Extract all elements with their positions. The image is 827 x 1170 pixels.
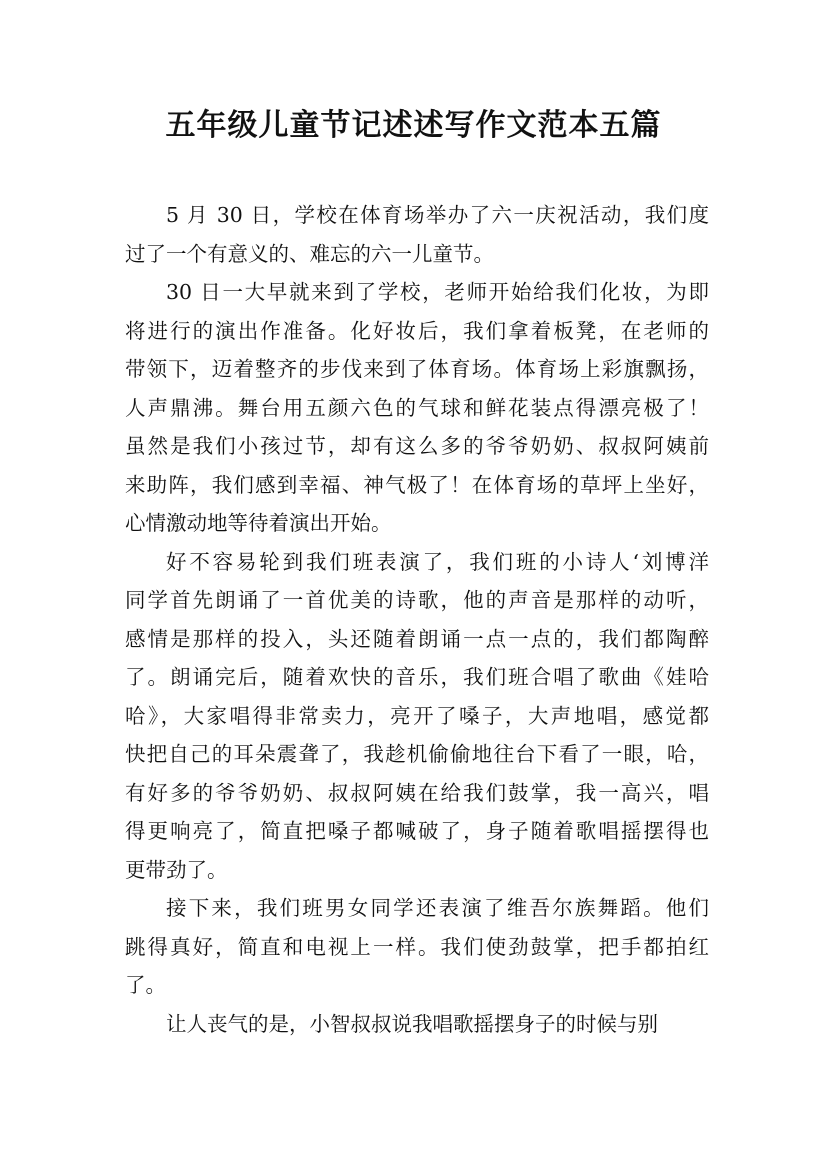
text-line: 跳得真好，简直和电视上一样。我们使劲鼓掌，把手都拍红 (125, 934, 709, 959)
text-line: 30 日一大早就来到了学校，老师开始给我们化妆，为即 (166, 280, 709, 304)
text-line: 将进行的演出作准备。化好妆后，我们拿着板凳，在老师的 (125, 318, 709, 343)
text-line: 5 月 30 日，学校在体育场举办了六一庆祝活动，我们度 (166, 203, 709, 227)
text-line: 快把自己的耳朵震聋了，我趁机偷偷地往台下看了一眼，哈， (125, 742, 709, 766)
text-line: 更带劲了。 (125, 857, 228, 882)
text-line: 让人丧气的是，小智叔叔说我唱歌摇摆身子的时候与别 (166, 1011, 658, 1036)
text-line: 带领下，迈着整齐的步伐来到了体育场。体育场上彩旗飘扬， (125, 357, 709, 381)
paragraph-3 (125, 543, 709, 890)
text-line: 过了一个有意义的、难忘的六一儿童节。 (125, 241, 494, 266)
text-line: 同学首先朗诵了一首优美的诗歌，他的声音是那样的动听， (125, 588, 709, 612)
text-line: 接下来，我们班男女同学还表演了维吾尔族舞蹈。他们 (166, 896, 709, 920)
text-line: 感情是那样的投入，头还随着朗诵一点一点的，我们都陶醉 (125, 626, 709, 651)
document-title: 五年级儿童节记述述写作文范本五篇 (165, 108, 662, 143)
text-line: 了。 (125, 973, 166, 997)
text-line: 好不容易轮到我们班表演了，我们班的小诗人‘刘博洋 (166, 549, 709, 574)
paragraph-2 (125, 273, 709, 543)
text-line: 来助阵，我们感到幸福、神气极了！在体育场的草坪上坐好， (125, 472, 709, 497)
text-line: 心情激动地等待着演出开始。 (125, 511, 392, 535)
paragraph-1 (125, 196, 709, 273)
paragraph-4 (125, 889, 709, 1005)
text-line: 了。朗诵完后，随着欢快的音乐，我们班合唱了歌曲《娃哈 (125, 665, 709, 689)
document-body (125, 196, 709, 1043)
text-line: 虽然是我们小孩过节，却有这么多的爷爷奶奶、叔叔阿姨前 (125, 434, 709, 458)
text-line: 人声鼎沸。舞台用五颜六色的气球和鲜花装点得漂亮极了！ (125, 395, 709, 420)
text-line: 得更响亮了，简直把嗓子都喊破了，身子随着歌唱摇摆得也 (125, 819, 709, 843)
text-line: 有好多的爷爷奶奶、叔叔阿姨在给我们鼓掌，我一高兴，唱 (125, 780, 709, 805)
text-line: 哈》，大家唱得非常卖力，亮开了嗓子，大声地唱，感觉都 (125, 703, 709, 728)
paragraph-5 (125, 1005, 709, 1044)
